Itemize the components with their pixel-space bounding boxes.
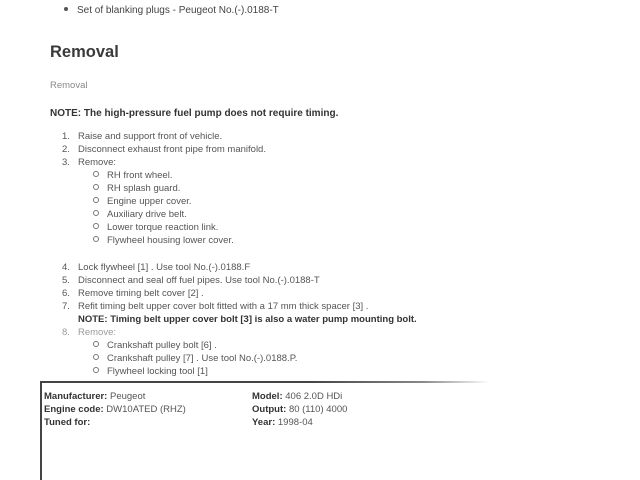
- step-item: [62, 287, 417, 300]
- year-label: Year:: [252, 417, 276, 428]
- circle-bullet-icon: [93, 354, 99, 360]
- step-item: [62, 143, 266, 156]
- step-item: [62, 261, 417, 274]
- sub-item-text: Crankshaft pulley [7] . Use tool No.(-).0188.P.: [107, 353, 298, 364]
- year-value: 1998-04: [277, 417, 313, 428]
- sub-item-text: Auxiliary drive belt.: [107, 209, 187, 220]
- circle-bullet-icon: [93, 223, 99, 229]
- sub-item-text: Crankshaft pulley bolt [6] .: [107, 340, 217, 351]
- sub-item: [93, 169, 266, 182]
- info-box-right-column: [252, 390, 347, 429]
- sub-item: [93, 195, 266, 208]
- manufacturer-row: [44, 390, 186, 403]
- sub-item-text: RH front wheel.: [107, 170, 173, 181]
- output-value: 80 (110) 4000: [288, 404, 348, 415]
- step-number: 1.: [62, 131, 70, 142]
- step-text: Raise and support front of vehicle.: [78, 131, 223, 142]
- step-item: [62, 300, 417, 313]
- step-text: Refit timing belt upper cover bolt fitted with a 17 mm thick spacer [3] .: [78, 301, 369, 312]
- tool-list-item-text: Set of blanking plugs - Peugeot No.(-).0188-T: [77, 5, 279, 16]
- step-number: 4.: [62, 262, 70, 273]
- section-title: Removal: [50, 43, 119, 61]
- step-text: Disconnect and seal off fuel pipes. Use tool No.(-).0188-T: [78, 275, 320, 286]
- year-row: [252, 416, 347, 429]
- model-row: [252, 390, 347, 403]
- tuned-for-row: [44, 416, 186, 429]
- sub-item-text: Flywheel housing lower cover.: [107, 235, 234, 246]
- sub-item: [93, 221, 266, 234]
- steps-list-1: [62, 130, 266, 247]
- step-text: Remove timing belt cover [2] .: [78, 288, 204, 299]
- sub-item-text: Engine upper cover.: [107, 196, 192, 207]
- step-item: [62, 274, 417, 287]
- sub-item: [93, 208, 266, 221]
- sub-item-text: Flywheel locking tool [1]: [107, 366, 208, 377]
- output-row: [252, 403, 347, 416]
- circle-bullet-icon: [93, 236, 99, 242]
- model-label: Model:: [252, 391, 283, 402]
- step-text: Remove:: [78, 157, 117, 168]
- step-number: 3.: [62, 157, 70, 168]
- circle-bullet-icon: [93, 367, 99, 373]
- step3-sublist: [62, 169, 266, 247]
- circle-bullet-icon: [93, 184, 99, 190]
- step-number: 2.: [62, 144, 70, 155]
- step-item: [62, 156, 266, 169]
- engine-code-label: Engine code:: [44, 404, 104, 415]
- step-number: 5.: [62, 275, 70, 286]
- info-box-left-column: [44, 390, 186, 429]
- bullet-icon: [64, 7, 68, 11]
- step-text: Remove:: [78, 327, 117, 338]
- step-item: [62, 326, 417, 339]
- steps-list-2: [62, 261, 417, 378]
- step-number: 6.: [62, 288, 70, 299]
- water-pump-note: NOTE: Timing belt upper cover bolt [3] is also a water pump mounting bolt.: [78, 314, 417, 325]
- output-label: Output:: [252, 404, 287, 415]
- circle-bullet-icon: [93, 171, 99, 177]
- step-item: [62, 130, 266, 143]
- step-text: Lock flywheel [1] . Use tool No.(-).0188.F: [78, 262, 251, 273]
- manufacturer-value: Peugeot: [109, 391, 146, 402]
- engine-code-value: DW10ATED (RHZ): [106, 404, 186, 415]
- sub-item: [93, 352, 417, 365]
- tool-list-item: [64, 5, 279, 16]
- tuned-for-label: Tuned for:: [44, 417, 91, 428]
- timing-note: NOTE: The high-pressure fuel pump does not require timing.: [50, 108, 339, 119]
- manufacturer-label: Manufacturer:: [44, 391, 108, 402]
- step-text: Disconnect exhaust front pipe from manifold.: [78, 144, 266, 155]
- sub-item-text: RH splash guard.: [107, 183, 181, 194]
- step-number: 7.: [62, 301, 70, 312]
- sub-item: [93, 365, 417, 378]
- engine-code-row: [44, 403, 186, 416]
- circle-bullet-icon: [93, 210, 99, 216]
- sub-item: [93, 182, 266, 195]
- sub-item: [93, 234, 266, 247]
- info-box-left-border: [40, 381, 42, 480]
- section-subtitle: Removal: [50, 80, 88, 91]
- model-value: 406 2.0D HDi: [285, 391, 343, 402]
- step8-sublist: [62, 339, 417, 378]
- sub-item: [93, 339, 417, 352]
- circle-bullet-icon: [93, 341, 99, 347]
- step-number: 8.: [62, 327, 70, 338]
- info-box-top-border: [40, 381, 490, 383]
- sub-item-text: Lower torque reaction link.: [107, 222, 219, 233]
- circle-bullet-icon: [93, 197, 99, 203]
